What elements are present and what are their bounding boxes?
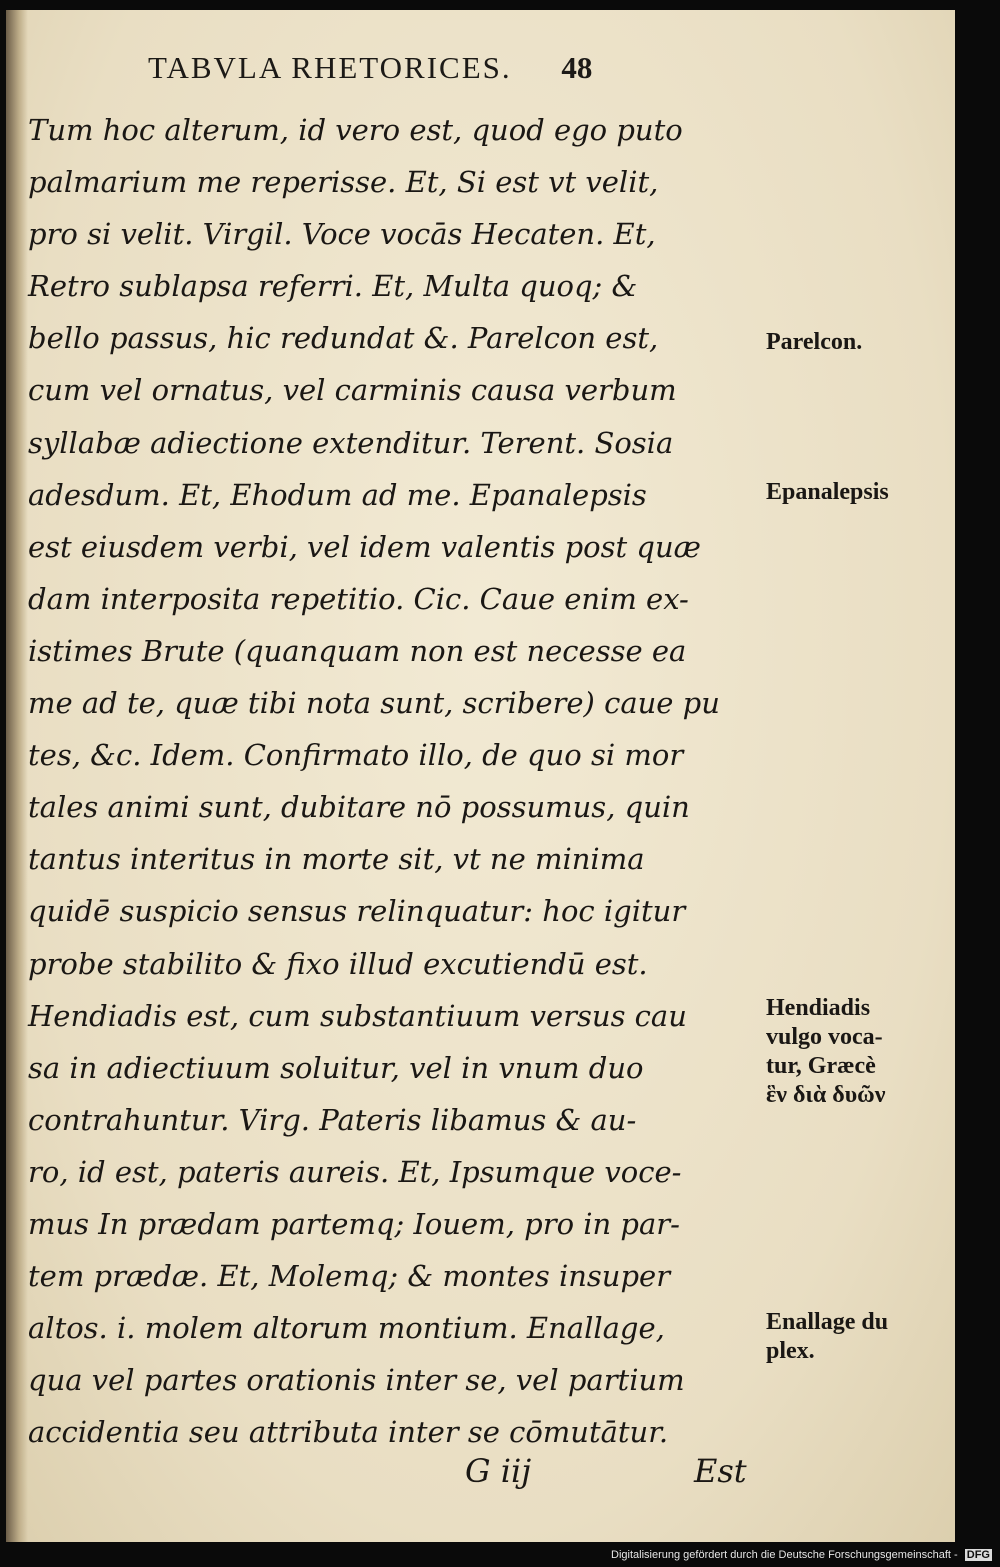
signature-mark: G iij bbox=[465, 1452, 532, 1490]
text-line: palmarium me reperisse. Et, Si est vt velit, bbox=[28, 165, 659, 200]
text-line: syllabæ adiectione extenditur. Terent. Sosia bbox=[28, 425, 674, 460]
margin-note-epanalepsis: Epanalepsis bbox=[766, 479, 889, 505]
text-line: qua vel partes orationis inter se, vel partium bbox=[28, 1363, 685, 1398]
text-line: tantus interitus in morte sit, vt ne minima bbox=[28, 842, 645, 877]
digitization-credit bbox=[611, 1549, 992, 1561]
margin-note-line: Hendiadis bbox=[766, 995, 871, 1021]
dfg-logo: DFG bbox=[966, 1549, 990, 1561]
margin-note-line: Enallage du bbox=[766, 1309, 889, 1335]
margin-note-line: tur, Græcè bbox=[766, 1053, 876, 1079]
text-line: quidē suspicio sensus relinquatur: hoc igitur bbox=[28, 894, 686, 929]
running-header bbox=[148, 50, 708, 90]
text-line: pro si velit. Virgil. Voce vocās Hecaten. Et, bbox=[28, 217, 656, 252]
text-line: adesdum. Et, Ehodum ad me. Epanalepsis bbox=[28, 477, 647, 512]
text-line: Tum hoc alterum, id vero est, quod ego puto bbox=[28, 113, 683, 147]
margin-note-line: ἓν διὰ δυῶν bbox=[766, 1082, 886, 1108]
text-line: istimes Brute (quanquam non est necesse ea bbox=[28, 633, 687, 668]
text-line: altos. i. molem altorum montium. Enallage, bbox=[28, 1311, 665, 1346]
page-gutter bbox=[6, 10, 28, 1542]
text-line: est eiusdem verbi, vel idem valentis post quæ bbox=[28, 529, 701, 564]
running-title: TABVLA RHETORICES. bbox=[148, 50, 512, 85]
margin-note-line: plex. bbox=[766, 1338, 815, 1364]
text-line: mus In prædam partemq; Iouem, pro in par- bbox=[28, 1206, 680, 1241]
text-line: ro, id est, pateris aureis. Et, Ipsumque voce- bbox=[28, 1154, 682, 1189]
text-line: bello passus, hic redundat &. Parelcon est, bbox=[28, 321, 659, 356]
text-line: tem prædæ. Et, Molemq; & montes insuper bbox=[28, 1259, 671, 1294]
text-line: accidentia seu attributa inter se cōmutātur. bbox=[28, 1415, 669, 1450]
text-line: sa in adiectiuum soluitur, vel in vnum duo bbox=[28, 1050, 644, 1085]
text-line: probe stabilito & fixo illud excutiendū est. bbox=[28, 946, 648, 981]
text-line: Hendiadis est, cum substantiuum versus cau bbox=[28, 998, 687, 1033]
text-line: contrahuntur. Virg. Pateris libamus & au- bbox=[28, 1102, 637, 1137]
text-line: cum vel ornatus, vel carminis causa verbum bbox=[28, 373, 677, 408]
text-line: me ad te, quæ tibi nota sunt, scribere) caue pu bbox=[28, 686, 720, 721]
text-line: tes, &c. Idem. Confirmato illo, de quo si mor bbox=[28, 738, 684, 773]
catchword: Est bbox=[694, 1452, 747, 1490]
main-text-block bbox=[28, 104, 758, 1458]
margin-note-enallage bbox=[766, 1308, 946, 1366]
margin-note-hendiadis bbox=[766, 994, 946, 1110]
folio-number: 48 bbox=[561, 50, 593, 85]
text-line: Retro sublapsa referri. Et, Multa quoq; & bbox=[28, 269, 638, 304]
credit-text: Digitalisierung gefördert durch die Deutsche Forschungsgemeinschaft - bbox=[611, 1549, 958, 1561]
text-line: dam interposita repetitio. Cic. Caue enim ex- bbox=[28, 581, 689, 616]
margin-note-parelcon: Parelcon. bbox=[766, 329, 863, 355]
text-line: tales animi sunt, dubitare nō possumus, quin bbox=[28, 790, 690, 825]
margin-note-line: vulgo voca- bbox=[766, 1024, 883, 1050]
